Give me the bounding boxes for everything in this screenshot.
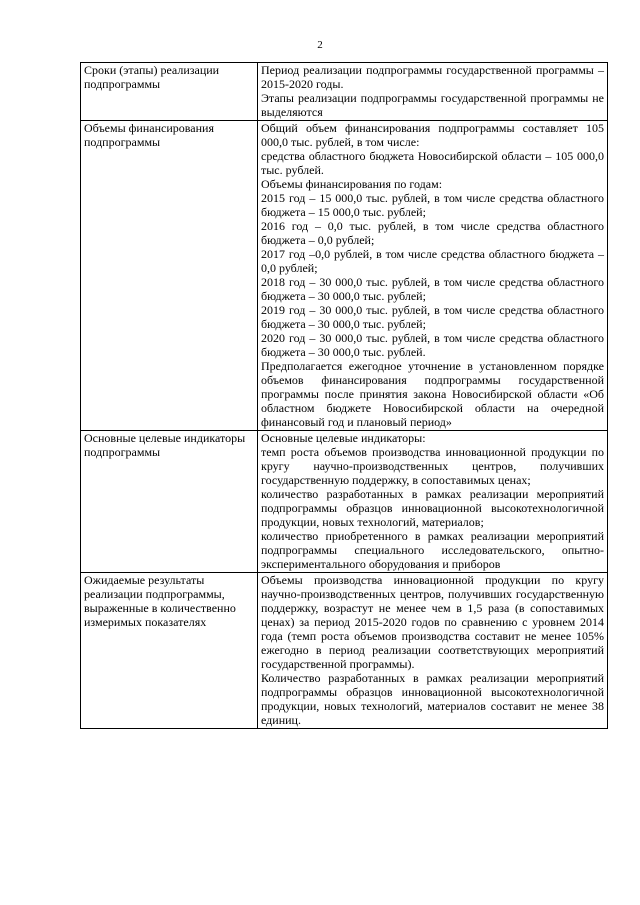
table-row-implementation-period bbox=[81, 63, 608, 121]
row-label: Сроки (этапы) реализации подпрограммы bbox=[81, 63, 258, 121]
paragraph: Объемы финансирования по годам: bbox=[261, 177, 443, 191]
paragraph: количество разработанных в рамках реализации мероприятий подпрограммы образцов инновационной высокотехнологичной продукции, новых технологий, материалов; bbox=[261, 487, 604, 529]
row-label: Ожидаемые результаты реализации подпрограммы, выраженные в количественно измеримых показателях bbox=[81, 573, 258, 729]
paragraph: темп роста объемов производства инновационной продукции по кругу научно-производственных центров, получивших государственную поддержку, в сопоставимых ценах; bbox=[261, 445, 604, 487]
paragraph: 2019 год – 30 000,0 тыс. рублей, в том числе средства областного бюджета – 30 000,0 тыс. рублей; bbox=[261, 303, 604, 331]
table-row-funding-volumes bbox=[81, 121, 608, 431]
paragraph: количество приобретенного в рамках реализации мероприятий подпрограммы специального исследовательского, опытно-экспериментального оборудования и приборов bbox=[261, 529, 604, 571]
table-row-target-indicators bbox=[81, 431, 608, 573]
paragraph: Этапы реализации подпрограммы государственной программы не выделяются bbox=[261, 91, 604, 119]
table-row-expected-results bbox=[81, 573, 608, 729]
paragraph: средства областного бюджета Новосибирской области – 105 000,0 тыс. рублей. bbox=[261, 149, 604, 177]
paragraph: 2016 год – 0,0 тыс. рублей, в том числе средства областного бюджета – 0,0 рублей; bbox=[261, 219, 604, 247]
program-passport-table bbox=[80, 62, 608, 729]
row-content bbox=[258, 63, 608, 121]
page-number: 2 bbox=[317, 39, 323, 51]
paragraph: 2020 год – 30 000,0 тыс. рублей, в том числе средства областного бюджета – 30 000,0 тыс. рублей. bbox=[261, 331, 604, 359]
row-label: Основные целевые индикаторы подпрограммы bbox=[81, 431, 258, 573]
paragraph: Объемы производства инновационной продукции по кругу научно-производственных центров, получивших государственную поддержку, возрастут не менее чем в 1,5 раза (в сопоставимых ценах) за период 2015-2020 годов по сравнению с уровнем 2014 года (темп роста объемов производства составит не менее 105% ежегодно в период реализации соответствующих мероприятий государственной программы). bbox=[261, 573, 604, 671]
row-content bbox=[258, 121, 608, 431]
row-content bbox=[258, 431, 608, 573]
paragraph: Период реализации подпрограммы государственной программы – 2015-2020 годы. bbox=[261, 63, 604, 91]
paragraph: 2018 год – 30 000,0 тыс. рублей, в том числе средства областного бюджета – 30 000,0 тыс. рублей; bbox=[261, 275, 604, 303]
paragraph: 2015 год – 15 000,0 тыс. рублей, в том числе средства областного бюджета – 15 000,0 тыс. рублей; bbox=[261, 191, 604, 219]
row-label: Объемы финансирования подпрограммы bbox=[81, 121, 258, 431]
row-content bbox=[258, 573, 608, 729]
paragraph: 2017 год –0,0 рублей, в том числе средства областного бюджета – 0,0 рублей; bbox=[261, 247, 604, 275]
paragraph: Количество разработанных в рамках реализации мероприятий подпрограммы образцов инновационной высокотехнологичной продукции, новых технологий, материалов составит не менее 38 единиц. bbox=[261, 671, 604, 727]
paragraph: Предполагается ежегодное уточнение в установленном порядке объемов финансирования подпрограммы государственной программы после принятия закона Новосибирской области «Об областном бюджете Новосибирской области на очередной финансовый год и плановый период» bbox=[261, 359, 604, 429]
paragraph: Основные целевые индикаторы: bbox=[261, 431, 426, 445]
paragraph: Общий объем финансирования подпрограммы составляет 105 000,0 тыс. рублей, в том числе: bbox=[261, 121, 604, 149]
